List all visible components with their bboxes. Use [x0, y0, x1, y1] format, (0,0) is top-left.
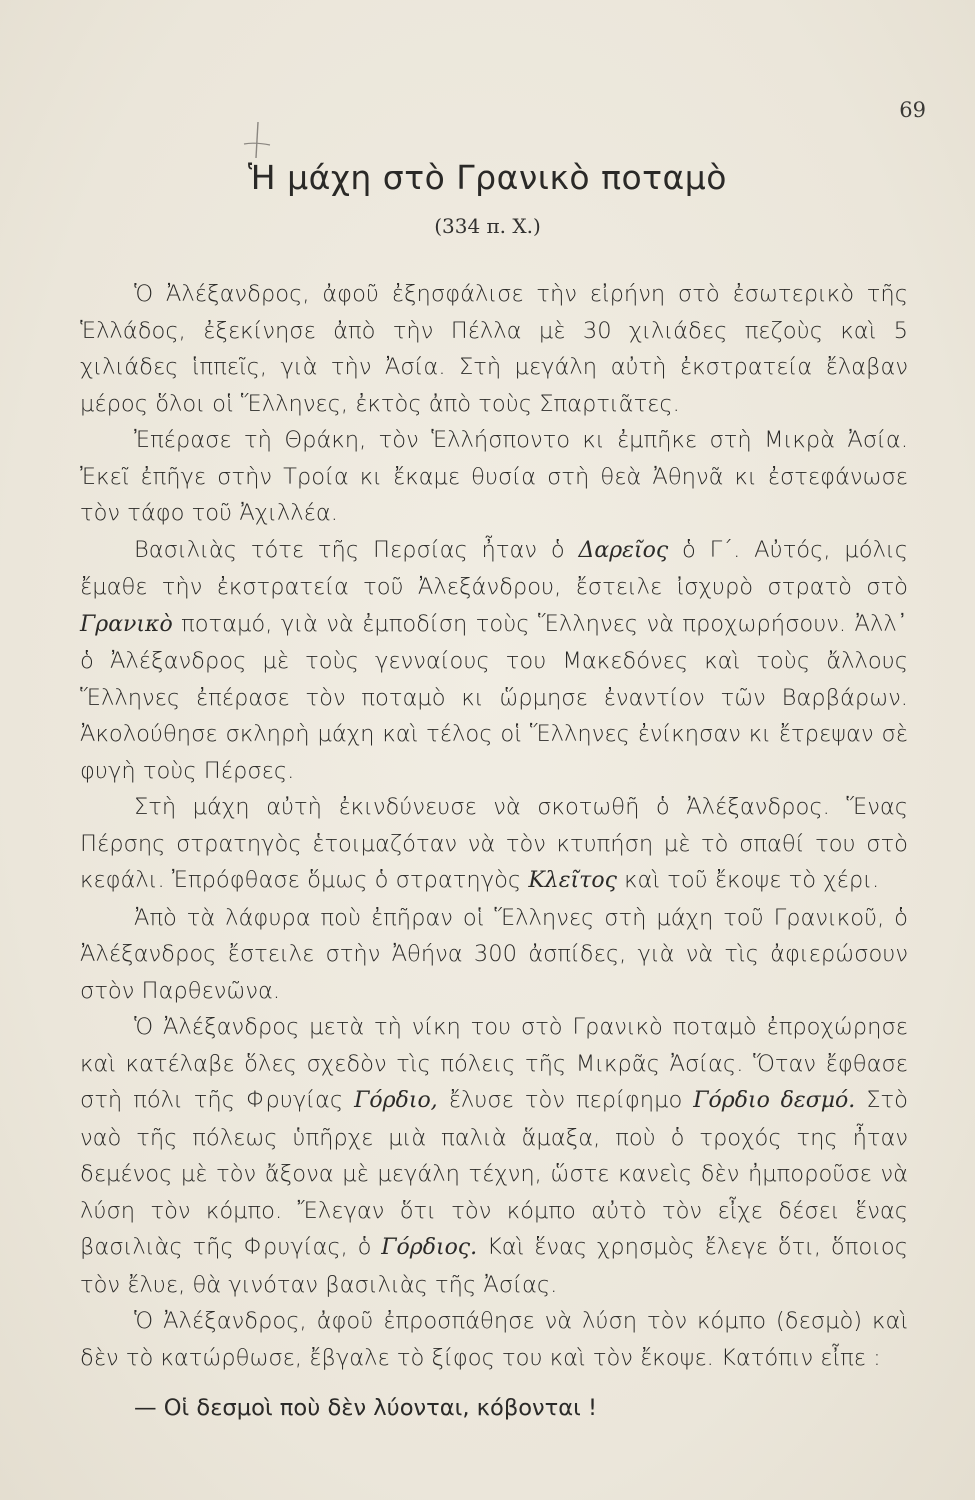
text-run: Ὁ Ἀλέξανδρος μετὰ τὴ νίκη του στὸ Γρανικὸ ποταμὸ ἐπροχώρησε καὶ κατέλαβε ὅλες σχεδὸν τὶς πόλεις τῆς Μικρᾶς Ἀσίας. Ὅταν ἔφθασε στὴ πόλι τῆς Φρυγίας — [80, 1014, 908, 1113]
text-run: Ἐπέρασε τὴ Θράκη, τὸν Ἑλλήσποντο κι ἐμπῆκε στὴ Μικρὰ Ἀσία. Ἐκεῖ ἐπῆγε στὴν Τροία κι ἔκαμε θυσία στὴ θεὰ Ἀθηνᾶ κι ἐστεφάνωσε τὸν τάφο τοῦ Ἀχιλλέα. — [80, 427, 908, 526]
italic-term: Γόρδιο δεσμό. — [693, 1088, 856, 1113]
text-run: Ὁ Ἀλέξανδρος, ἀφοῦ ἐξησφάλισε τὴν εἰρήνη στὸ ἐσωτερικὸ τῆς Ἑλλάδος, ἐξεκίνησε ἀπὸ τὴν Πέλλα μὲ 30 χιλιάδες πεζοὺς καὶ 5 χιλιάδες ἱππεῖς, γιὰ τὴν Ἀσία. Στὴ μεγάλη αὐτὴ ἐκστρατεία ἔλαβαν μέρος ὅλοι οἱ Ἕλληνες, ἐκτὸς ἀπὸ τοὺς Σπαρτιᾶτες. — [80, 281, 908, 417]
paragraph-p2 — [80, 422, 908, 532]
text-run: ποταμό, γιὰ νὰ ἐμποδίση τοὺς Ἕλληνες νὰ προχωρήσουν. Ἀλλ᾽ ὁ Ἀλέξανδρος μὲ τοὺς γενναίους του Μακεδόνες καὶ τοὺς ἄλλους Ἕλληνες ἐπέρασε τὸν ποταμὸ κι ὥρμησε ἐναντίον τῶν Βαρβάρων. Ἀκολούθησε σκληρὴ μάχη καὶ τέλος οἱ Ἕλληνες ἐνίκησαν κι ἔτρεψαν σὲ φυγὴ τοὺς Πέρσες. — [80, 610, 908, 784]
italic-term: Γόρδιος. — [381, 1235, 478, 1260]
closing-quote: — Οἱ δεσμοὶ ποὺ δὲν λύονται, κόβονται ! — [134, 1395, 598, 1421]
page-number: 69 — [899, 98, 926, 122]
text-run: καὶ τοῦ ἔκοψε τὸ χέρι. — [616, 867, 880, 893]
paragraph-p5 — [80, 900, 908, 1010]
body-text — [80, 276, 908, 1427]
page-subtitle: (334 π. Χ.) — [434, 214, 541, 238]
paragraph-p1 — [80, 276, 908, 422]
text-run: ἔλυσε τὸν περίφημο — [437, 1087, 694, 1113]
text-run: Ἀπὸ τὰ λάφυρα ποὺ ἐπῆραν οἱ Ἕλληνες στὴ μάχη τοῦ Γρανικοῦ, ὁ Ἀλέξανδρος ἔστειλε στὴν Ἀθήνα 300 ἀσπίδες, γιὰ νὰ τὶς ἀφιερώσουν στὸν Παρθενῶνα. — [80, 904, 908, 1004]
paragraph-p6 — [80, 1009, 908, 1303]
italic-term: Γόρδιο, — [354, 1088, 438, 1113]
paragraph-p3 — [80, 532, 908, 790]
paragraph-p4 — [80, 789, 908, 900]
paragraph-list — [80, 276, 908, 1376]
text-run: ὁ Γ΄. Αὐτός, μόλις ἔμαθε τὴν ἐκστρατεία τοῦ Ἀλεξάνδρου, ἔστειλε ἰσχυρὸ στρατὸ στὸ — [80, 536, 908, 600]
text-run: Στὴ μάχη αὐτὴ ἐκινδύνευσε νὰ σκοτωθῆ ὁ Ἀλέξανδρος. Ἕνας Πέρσης στρατηγὸς ἑτοιμαζόταν νὰ τὸν κτυπήση μὲ τὸ σπαθί του στὸ κεφάλι. Ἐπρόφθασε ὅμως ὁ στρατηγὸς — [80, 794, 908, 893]
italic-term: Δαρεῖος — [578, 537, 669, 563]
page-title: Ἡ μάχη στὸ Γρανικὸ ποταμὸ — [248, 158, 727, 197]
text-run: Καὶ ἕνας χρησμὸς ἔλεγε ὅτι, ὅποιος τὸν ἔλυε, θὰ γινόταν βασιλιὰς τῆς Ἀσίας. — [80, 1234, 909, 1298]
text-run: Ὁ Ἀλέξανδρος, ἀφοῦ ἐπροσπάθησε νὰ λύση τὸν κόμπο (δεσμὸ) καὶ δὲν τὸ κατώρθωσε, ἔβγαλε τὸ ξίφος του καὶ τὸν ἔκοψε. Κατόπιν εἶπε : — [80, 1308, 908, 1371]
text-run: Βασιλιὰς τότε τῆς Περσίας ἦταν ὁ — [134, 536, 579, 563]
paragraph-p7 — [80, 1303, 908, 1376]
italic-term: Γρανικὸ — [80, 611, 173, 637]
italic-term: Κλεῖτος — [528, 868, 617, 893]
text-run: Στὸ ναὸ τῆς πόλεως ὑπῆρχε μιὰ παλιὰ ἅμαξα, ποὺ ὁ τροχός της ἦταν δεμένος μὲ τὸν ἄξονα μὲ μεγάλη τέχνη, ὥστε κανεὶς δὲν ἠμποροῦσε νὰ λύση τὸν κόμπο. Ἔλεγαν ὅτι τὸν κόμπο αὐτὸ τὸν εἶχε δέσει ἕνας βασιλιὰς τῆς Φρυγίας, ὁ — [80, 1087, 908, 1260]
